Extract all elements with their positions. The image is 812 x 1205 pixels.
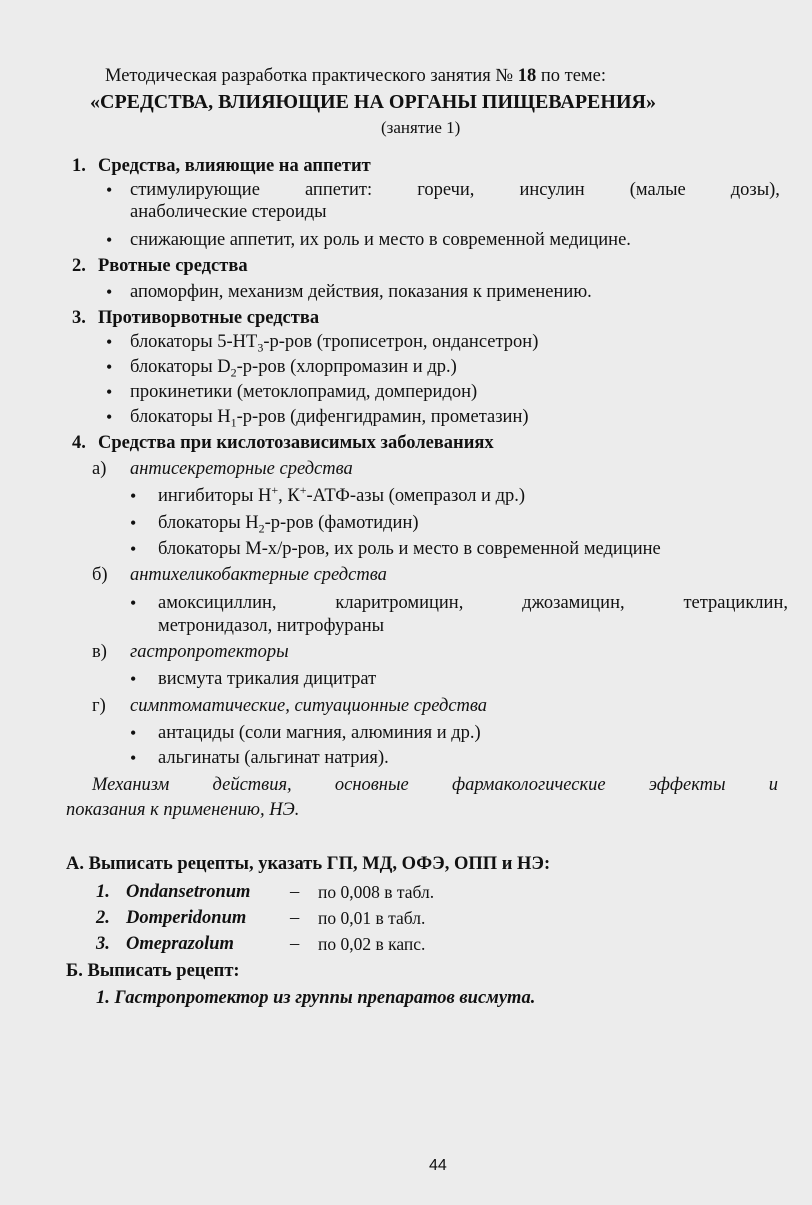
- drug-dash: –: [290, 934, 300, 954]
- bullet-icon: •: [106, 407, 113, 427]
- list-item: альгинаты (альгинат натрия).: [158, 748, 389, 768]
- subsection-label: в): [92, 642, 107, 662]
- list-item: блокаторы $5-НТ_3-р$-ров (трописетрон, ондансетрон): [130, 332, 539, 355]
- list-item: блокаторы $Н_2-р$-ров (фамотидин): [158, 513, 419, 536]
- bullet-icon: •: [130, 593, 137, 613]
- mechanism-note: Механизм действия, основные фармакологические эффекты и: [92, 775, 778, 795]
- list-item: апоморфин, механизм действия, показания к применению.: [130, 282, 592, 302]
- drug-number: 3.: [96, 934, 110, 954]
- list-item: блокаторы М-х/р-ров, их роль и место в современной медицине: [158, 539, 661, 559]
- subsection-title: симптоматические, ситуационные средства: [130, 696, 488, 716]
- list-item: висмута трикалия дицитрат: [158, 669, 377, 689]
- list-item: ингибиторы Н+, К+-АТФ-азы (омепразол и др.): [158, 482, 526, 506]
- subsection-title: гастропротекторы: [130, 642, 289, 662]
- page-title: «СРЕДСТВА, ВЛИЯЮЩИЕ НА ОРГАНЫ ПИЩЕВАРЕНИЯ»: [90, 91, 656, 113]
- lesson-number: 18: [517, 66, 537, 86]
- list-item-continuation: метронидазол, нитрофураны: [158, 616, 385, 636]
- drug-name: Ondansetronum: [126, 882, 251, 902]
- drug-dash: –: [290, 882, 300, 902]
- subsection-title: антихеликобактерные средства: [130, 565, 387, 585]
- drug-number: 2.: [96, 908, 110, 928]
- bullet-icon: •: [130, 723, 137, 743]
- list-item: блокаторы $Н_1-р$-ров (дифенгидрамин, прометазин): [130, 407, 529, 430]
- section-title: Средства при кислотозависимых заболеваниях: [98, 433, 494, 453]
- drug-dash: –: [290, 908, 300, 928]
- prescription-task-title: А. Выписать рецепты, указать ГП, МД, ОФЭ, ОПП и НЭ:: [66, 854, 551, 874]
- section-number: 3.: [72, 308, 86, 328]
- bullet-icon: •: [130, 669, 137, 689]
- bullet-icon: •: [106, 230, 113, 250]
- drug-dose: по 0,02 в капс.: [318, 934, 426, 954]
- bullet-icon: •: [130, 486, 137, 506]
- drug-number: 1.: [96, 882, 110, 902]
- bullet-icon: •: [130, 513, 137, 533]
- section-title: Средства, влияющие на аппетит: [98, 156, 371, 176]
- subsection-label: г): [92, 696, 106, 716]
- bullet-icon: •: [130, 748, 137, 768]
- prescription-task-title: Б. Выписать рецепт:: [66, 961, 240, 981]
- list-item: блокаторы $D_2-р$-ров (хлорпромазин и др.): [130, 357, 457, 380]
- bullet-icon: •: [106, 357, 113, 377]
- drug-name: Omeprazolum: [126, 934, 234, 954]
- drug-dose: по 0,008 в табл.: [318, 882, 435, 902]
- subsection-label: а): [92, 459, 107, 479]
- section-number: 2.: [72, 256, 86, 276]
- header-line: Методическая разработка практического занятия № 18 по теме:: [105, 66, 606, 86]
- list-item: снижающие аппетит, их роль и место в современной медицине.: [130, 230, 631, 250]
- page-subtitle: (занятие 1): [381, 118, 461, 137]
- list-item: амоксициллин, кларитромицин, джозамицин, тетрациклин,: [158, 593, 788, 613]
- list-item: прокинетики (метоклопрамид, домперидон): [130, 382, 478, 402]
- bullet-icon: •: [106, 382, 113, 402]
- drug-name: Domperidonum: [126, 908, 247, 928]
- mechanism-note-continuation: показания к применению, НЭ.: [66, 800, 300, 820]
- section-title: Рвотные средства: [98, 256, 248, 276]
- section-number: 1.: [72, 156, 86, 176]
- bullet-icon: •: [106, 332, 113, 352]
- subsection-label: б): [92, 565, 108, 585]
- section-title: Противорвотные средства: [98, 308, 320, 328]
- bullet-icon: •: [106, 282, 113, 302]
- bullet-icon: •: [106, 180, 113, 200]
- list-item-continuation: анаболические стероиды: [130, 202, 327, 222]
- section-number: 4.: [72, 433, 86, 453]
- drug-dose: по 0,01 в табл.: [318, 908, 426, 928]
- subsection-title: антисекреторные средства: [130, 459, 353, 479]
- page-number: 44: [429, 1157, 447, 1174]
- bullet-icon: •: [130, 539, 137, 559]
- prescription-item: 1. Гастропротектор из группы препаратов висмута.: [96, 988, 536, 1008]
- list-item: антациды (соли магния, алюминия и др.): [158, 723, 481, 743]
- list-item: стимулирующие аппетит: горечи, инсулин (малые дозы),: [130, 180, 780, 200]
